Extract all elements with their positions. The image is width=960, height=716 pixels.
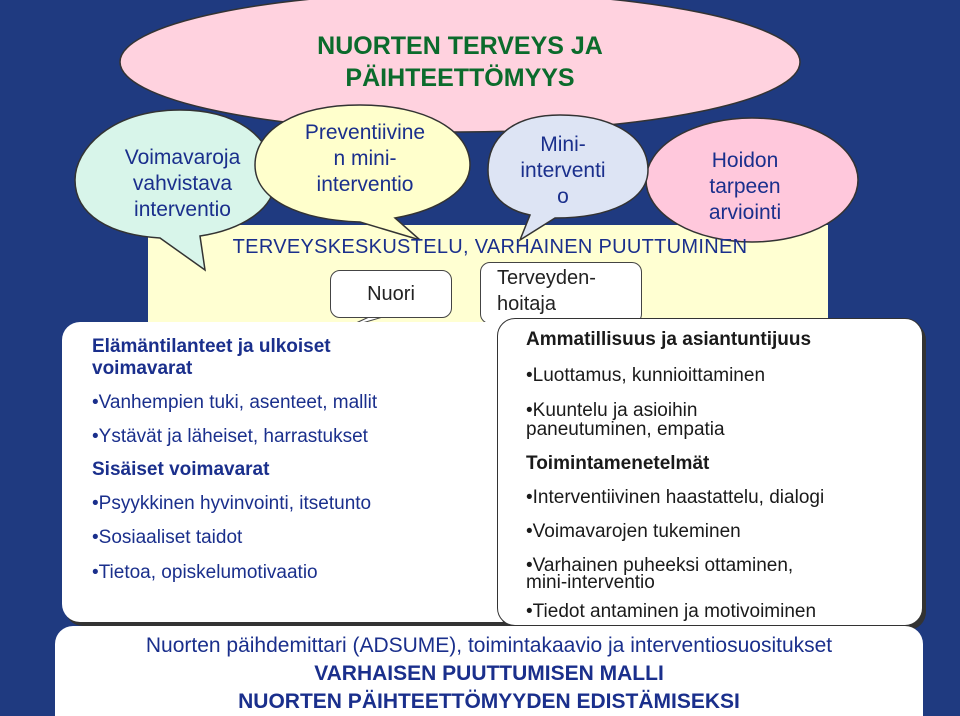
left-heading: Sisäiset voimavarat	[92, 459, 270, 480]
hoidon-label	[670, 148, 820, 226]
voimavaroja-line: vahvistava	[132, 172, 233, 195]
preventiivinen-line: n mini-	[333, 147, 397, 170]
terveyden-label	[480, 262, 642, 324]
hoidon-line: Hoidon	[711, 149, 779, 172]
left-heading: Elämäntilanteet ja ulkoiset	[92, 336, 331, 357]
preventiivinen-line: Preventiivine	[304, 121, 426, 144]
right-item: mini-interventio	[526, 572, 655, 593]
preventiivinen-line: interventio	[316, 173, 414, 196]
right-item: •Tiedot antaminen ja motivoiminen	[526, 601, 817, 622]
preventiivinen-label	[270, 120, 460, 198]
nuori-label: Nuori	[330, 270, 452, 318]
right-item: •Kuuntelu ja asioihin	[526, 400, 698, 421]
page-title	[230, 30, 690, 94]
right-item: •Voimavarojen tukeminen	[526, 521, 741, 542]
right-heading: Ammatillisuus ja asiantuntijuus	[526, 329, 812, 350]
right-item: •Interventiivinen haastattelu, dialogi	[526, 487, 825, 508]
right-item: •Luottamus, kunnioittaminen	[526, 365, 766, 386]
mini-line: interventi	[520, 159, 606, 182]
right-item: paneutuminen, empatia	[526, 419, 725, 440]
terveyden-line: Terveyden-	[497, 267, 596, 289]
left-item: •Sosiaaliset taidot	[92, 527, 243, 548]
bottom-line-1: Nuorten päihdemittari (ADSUME), toimintakaavio ja interventiosuositukset	[145, 634, 833, 657]
bottom-line-2: VARHAISEN PUUTTUMISEN MALLI	[314, 662, 664, 685]
hoidon-line: tarpeen	[709, 175, 781, 198]
bottom-line-3: NUORTEN PÄIHTEETTÖMYYDEN EDISTÄMISEKSI	[238, 690, 740, 713]
hoidon-line: arviointi	[708, 201, 782, 224]
left-panel	[62, 322, 537, 622]
terveyden-line: hoitaja	[497, 293, 556, 315]
left-item: •Ystävät ja läheiset, harrastukset	[92, 426, 368, 447]
voimavaroja-label	[100, 145, 265, 223]
left-item: •Tietoa, opiskelumotivaatio	[92, 562, 318, 583]
mini-line: o	[557, 185, 569, 208]
left-heading: voimavarat	[92, 358, 193, 379]
mini-line: Mini-	[540, 133, 586, 156]
voimavaroja-line: Voimavaroja	[124, 146, 241, 169]
tk-header: TERVEYSKESKUSTELU, VARHAINEN PUUTTUMINEN	[232, 236, 748, 258]
right-heading: Toimintamenetelmät	[526, 453, 710, 474]
voimavaroja-line: interventio	[134, 198, 231, 221]
mini-label	[498, 132, 628, 210]
left-item: •Vanhempien tuki, asenteet, mallit	[92, 392, 378, 413]
title-line-2: PÄIHTEETTÖMYYS	[345, 64, 575, 92]
right-panel	[497, 318, 923, 626]
left-item: •Psyykkinen hyvinvointi, itsetunto	[92, 493, 372, 514]
right-item: •Varhainen puheeksi ottaminen,	[526, 555, 794, 576]
title-line-1: NUORTEN TERVEYS JA	[317, 32, 603, 60]
